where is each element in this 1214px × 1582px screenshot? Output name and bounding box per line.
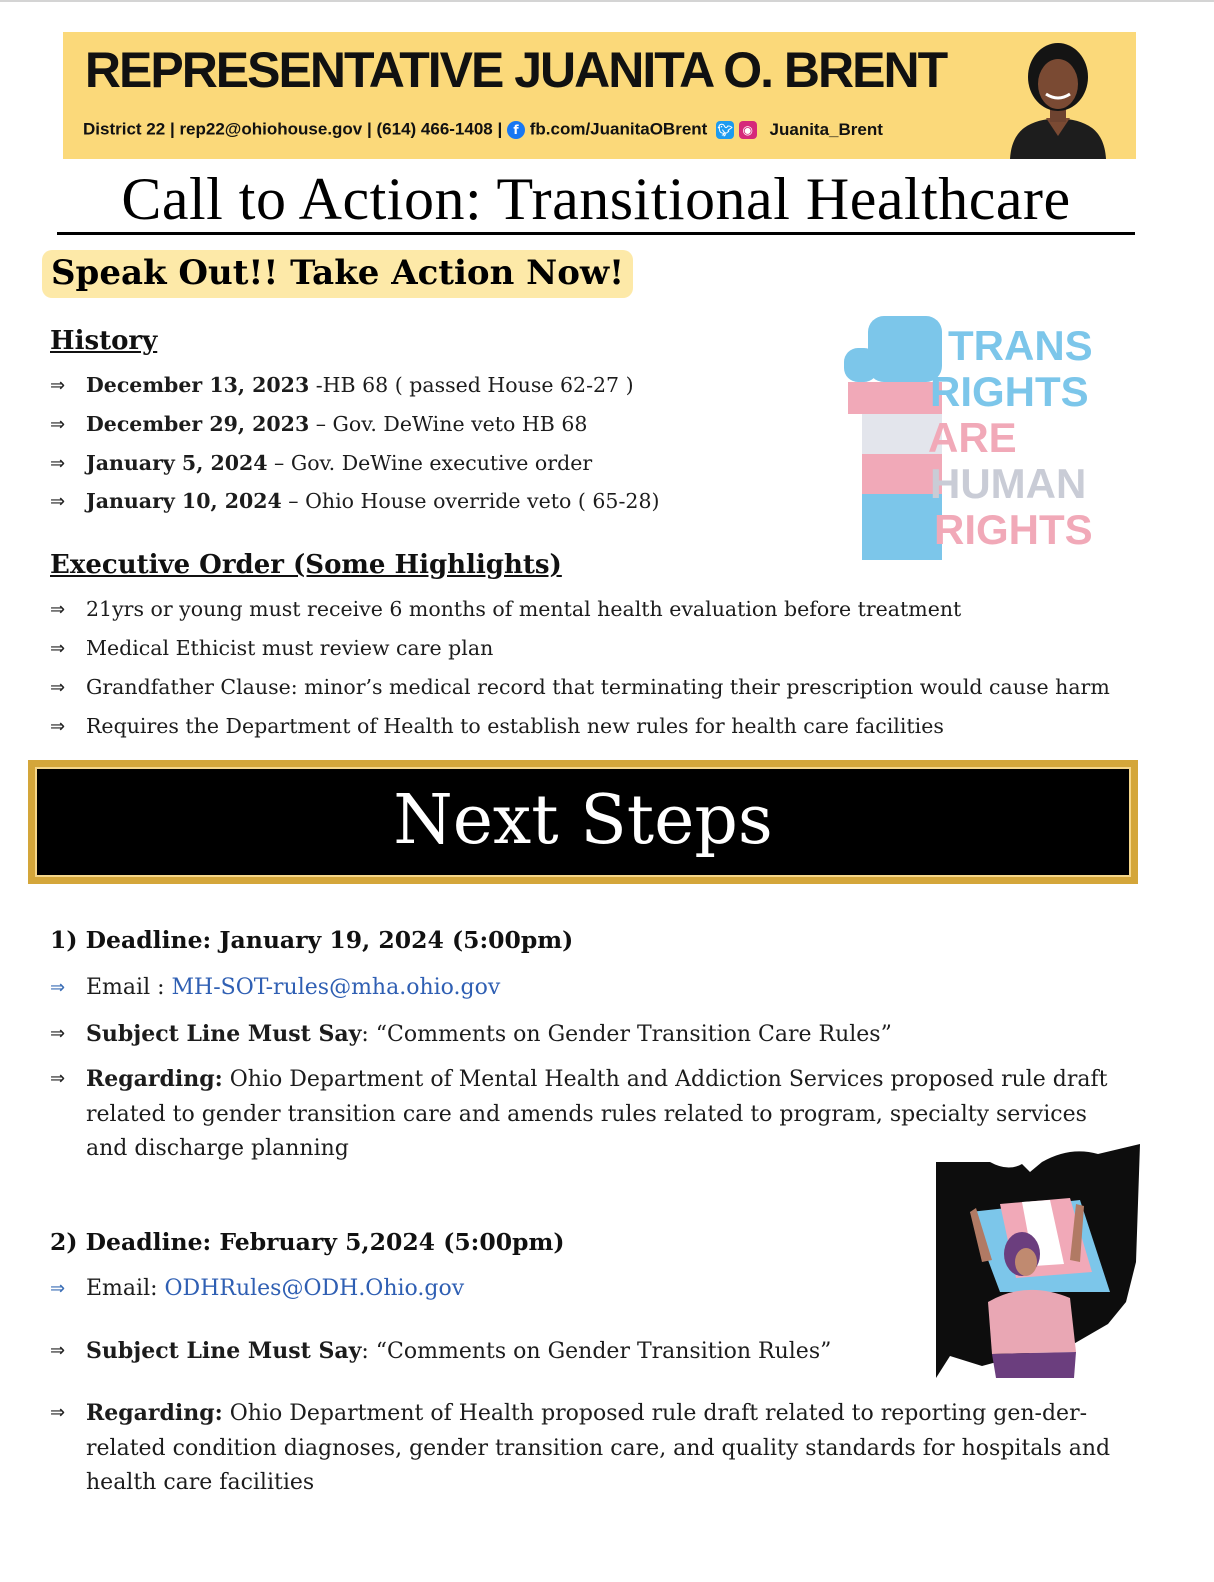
next-steps-banner [28, 760, 1138, 884]
regarding-text: ⇒ Regarding: Ohio Department of Mental Health and Addiction Services proposed rule draft related to gender transition care and amends rules related to program, specialty services and discharge planning [86, 1062, 1126, 1167]
email-link[interactable]: MH-SOT-rules@mha.ohio.gov [171, 975, 501, 1000]
arrow-icon: ⇒ [50, 453, 66, 474]
arrow-icon: ⇒ [50, 977, 66, 998]
logo-line: ARE [928, 414, 1017, 461]
regarding-text: ⇒ Regarding: Ohio Department of Health proposed rule draft related to reporting gen-der-related condition diagnoses, gender transition care, and quality standards for hospitals and health care facilities [86, 1396, 1126, 1501]
trans-rights-logo [838, 308, 1118, 566]
subject-line: ⇒ Subject Line Must Say: “Comments on Gender Transition Rules” [86, 1334, 831, 1370]
ohio-trans-flag-illustration [930, 1142, 1145, 1378]
title-underline [57, 232, 1135, 235]
history-item: ⇒ December 13, 2023 -HB 68 ( passed House 62-27 ) [50, 373, 634, 397]
header-banner [63, 32, 1136, 159]
arrow-icon: ⇒ [50, 638, 66, 659]
facebook-link[interactable]: fb.com/JuanitaOBrent [529, 119, 708, 139]
arrow-icon: ⇒ [50, 1068, 66, 1089]
executive-order-item: ⇒ Grandfather Clause: minor’s medical record that terminating their prescription would cause harm [50, 675, 1110, 699]
arrow-icon: ⇒ [50, 716, 66, 737]
executive-order-item: ⇒ Medical Ethicist must review care plan [50, 636, 494, 660]
logo-line: TRANS [948, 322, 1093, 369]
executive-order-heading: Executive Order (Some Highlights) [50, 550, 562, 580]
representative-photo [1002, 32, 1114, 159]
call-to-action-banner: Speak Out!! Take Action Now! [42, 250, 633, 298]
history-item: ⇒ December 29, 2023 – Gov. DeWine veto HB 68 [50, 412, 588, 436]
page-title: Call to Action: Transitional Healthcare [121, 166, 1071, 232]
instagram-icon: ◉ [739, 121, 757, 139]
arrow-icon: ⇒ [50, 599, 66, 620]
representative-name: REPRESENTATIVE JUANITA O. BRENT [84, 42, 947, 98]
twitter-icon: 🐦︎ [717, 122, 733, 137]
arrow-icon: ⇒ [50, 414, 66, 435]
email-link[interactable]: rep22@ohiohouse.gov [179, 119, 363, 139]
subject-line: ⇒ Subject Line Must Say: “Comments on Gender Transition Care Rules” [86, 1017, 892, 1053]
history-item: ⇒ January 5, 2024 – Gov. DeWine executive order [50, 451, 593, 475]
phone: (614) 466-1408 [376, 119, 493, 139]
arrow-icon: ⇒ [50, 677, 66, 698]
history-heading: History [50, 326, 158, 356]
executive-order-item: ⇒ 21yrs or young must receive 6 months of mental health evaluation before treatment [50, 597, 962, 621]
facebook-icon: f [507, 121, 525, 139]
history-item: ⇒ January 10, 2024 – Ohio House override veto ( 65-28) [50, 489, 660, 513]
next-steps-heading: Next Steps [35, 767, 1131, 877]
arrow-icon: ⇒ [50, 1278, 66, 1299]
social-handle[interactable]: Juanita_Brent [769, 119, 883, 139]
arrow-icon: ⇒ [50, 1402, 66, 1423]
contact-line: District 22 | rep22@ohiohouse.gov | (614) 466-1408 | f fb.com/JuanitaOBrent 🐦︎ ◉ Juanita_Brent [83, 119, 883, 139]
arrow-icon: ⇒ [50, 1023, 66, 1044]
executive-order-item: ⇒ Requires the Department of Health to establish new rules for health care facilities [50, 714, 944, 738]
district: District 22 [83, 119, 166, 139]
email-link[interactable]: ODHRules@ODH.Ohio.gov [164, 1276, 465, 1301]
logo-line: RIGHTS [934, 506, 1093, 553]
arrow-icon: ⇒ [50, 491, 66, 512]
logo-line: RIGHTS [930, 368, 1089, 415]
arrow-icon: ⇒ [50, 375, 66, 396]
logo-line: HUMAN [930, 460, 1087, 507]
email-line: ⇒ Email: ODHRules@ODH.Ohio.gov [86, 1272, 464, 1307]
deadline-heading: 1) Deadline: January 19, 2024 (5:00pm) [50, 926, 574, 954]
deadline-heading: 2) Deadline: February 5,2024 (5:00pm) [50, 1228, 565, 1256]
email-line: ⇒ Email : MH-SOT-rules@mha.ohio.gov [86, 971, 500, 1006]
arrow-icon: ⇒ [50, 1340, 66, 1361]
